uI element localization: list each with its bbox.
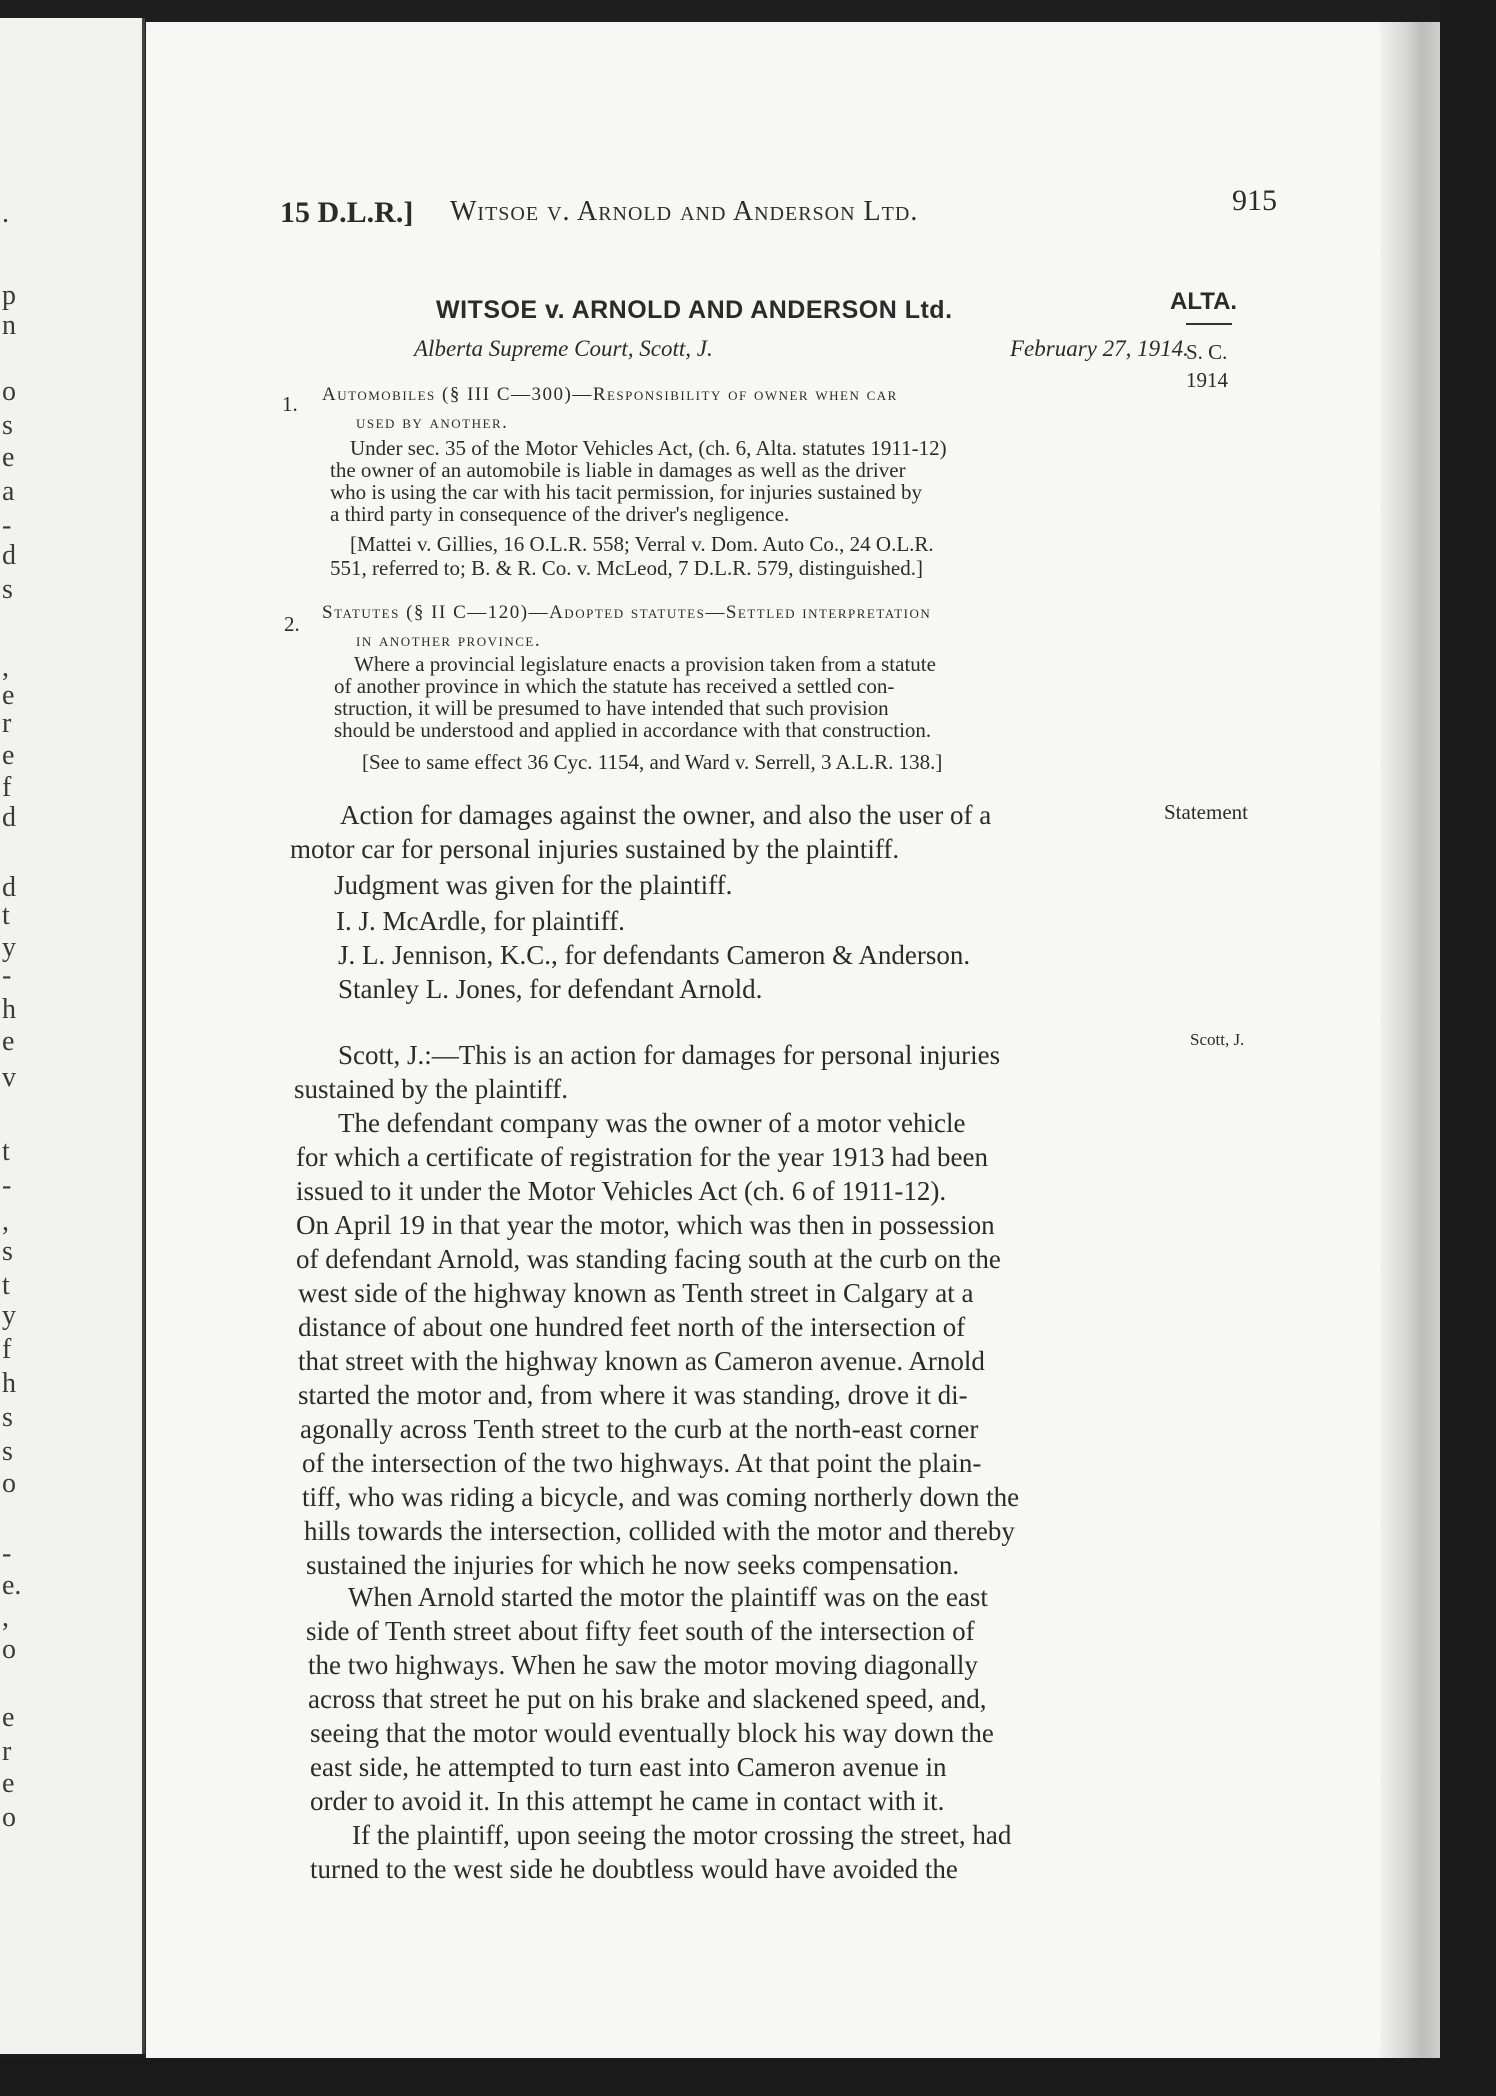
judgment-line: sustained the injuries for which he now seeks compensation. bbox=[306, 1550, 960, 1580]
left-page-fragment: s bbox=[2, 574, 13, 605]
headnote-1-ref-1: [Mattei v. Gillies, 16 O.L.R. 558; Verral v. Dom. Auto Co., 24 O.L.R. bbox=[350, 532, 934, 556]
counsel-line: I. J. McArdle, for plaintiff. bbox=[336, 906, 625, 936]
left-page-fragment: o bbox=[2, 1634, 16, 1665]
scan-border-right bbox=[1440, 0, 1496, 2096]
left-page-fragment: - bbox=[2, 1538, 12, 1569]
headnote-2-ref-1: [See to same effect 36 Cyc. 1154, and Ward v. Serrell, 3 A.L.R. 138.] bbox=[362, 750, 943, 774]
judgment-line: When Arnold started the motor the plaintiff was on the east bbox=[348, 1582, 988, 1612]
running-head-title: Witsoe v. Arnold and Anderson Ltd. bbox=[450, 196, 919, 227]
judgment-line: order to avoid it. In this attempt he came in contact with it. bbox=[310, 1786, 945, 1816]
left-page-fragment: , bbox=[2, 652, 9, 683]
left-page-fragment: p bbox=[2, 280, 16, 311]
judgment-line: The defendant company was the owner of a motor vehicle bbox=[338, 1108, 966, 1138]
statement-line: Action for damages against the owner, and also the user of a bbox=[340, 800, 992, 830]
left-page-fragment: e bbox=[2, 1768, 15, 1799]
left-page-fragment: e bbox=[2, 740, 15, 771]
left-page-fragment: s bbox=[2, 410, 13, 441]
headnote-2-text-4: should be understood and applied in accordance with that construction. bbox=[334, 718, 932, 742]
left-page-fragment: v bbox=[2, 1062, 16, 1093]
left-page-fragment: a bbox=[2, 476, 15, 507]
margin-province: ALTA. bbox=[1170, 288, 1238, 315]
left-page-fragment: y bbox=[2, 1300, 16, 1331]
judgment-line: issued to it under the Motor Vehicles Act (ch. 6 of 1911-12). bbox=[296, 1176, 947, 1206]
page-number: 915 bbox=[1232, 184, 1277, 217]
left-page-fragment: h bbox=[2, 1368, 16, 1399]
judgment-line: hills towards the intersection, collided with the motor and thereby bbox=[304, 1516, 1015, 1546]
judgment-line: tiff, who was riding a bicycle, and was coming northerly down the bbox=[302, 1482, 1020, 1512]
judgment-line: across that street he put on his brake and slackened speed, and, bbox=[308, 1684, 987, 1714]
left-page-fragment: , bbox=[2, 1206, 9, 1237]
left-page-fragment: s bbox=[2, 1236, 13, 1267]
statement-line: Judgment was given for the plaintiff. bbox=[334, 870, 733, 900]
scan-border-bottom bbox=[0, 2058, 1496, 2096]
left-page-fragment: o bbox=[2, 1468, 16, 1499]
judgment-line: that street with the highway known as Cameron avenue. Arnold bbox=[298, 1346, 985, 1376]
left-page-fragment: n bbox=[2, 310, 16, 341]
left-page-fragment: r bbox=[2, 1736, 12, 1767]
headnote-1-ref-2: 551, referred to; B. & R. Co. v. McLeod, 7 D.L.R. 579, distinguished.] bbox=[330, 556, 923, 580]
judgment-line: seeing that the motor would eventually block his way down the bbox=[310, 1718, 994, 1748]
left-facing-page bbox=[0, 18, 145, 2054]
headnote-1-number: 1. bbox=[282, 392, 298, 416]
left-page-fragment: e bbox=[2, 680, 15, 711]
left-page-fragment: e bbox=[2, 1702, 15, 1733]
left-page-fragment: t bbox=[2, 1136, 10, 1167]
headnote-1-heading: Automobiles (§ III C—300)—Responsibility of owner when car bbox=[322, 384, 898, 405]
left-page-fragment: s bbox=[2, 1436, 13, 1467]
left-page-fragment: d bbox=[2, 802, 16, 833]
left-page-fragment: y bbox=[2, 932, 16, 963]
court-line: Alberta Supreme Court, Scott, J. bbox=[414, 336, 713, 361]
counsel-line: J. L. Jennison, K.C., for defendants Cameron & Anderson. bbox=[338, 940, 971, 970]
judgment-line: of the intersection of the two highways. At that point the plain- bbox=[302, 1448, 982, 1478]
judgment-line: turned to the west side he doubtless would have avoided the bbox=[310, 1854, 958, 1884]
statement-line: motor car for personal injuries sustained by the plaintiff. bbox=[290, 834, 900, 864]
judgment-line: the two highways. When he saw the motor moving diagonally bbox=[308, 1650, 978, 1680]
headnote-1-text-3: who is using the car with his tacit permission, for injuries sustained by bbox=[330, 480, 922, 504]
left-page-fragment: , bbox=[2, 1602, 9, 1633]
headnote-2-text-1: Where a provincial legislature enacts a provision taken from a statute bbox=[354, 652, 936, 676]
judgment-line: Scott, J.:—This is an action for damages for personal injuries bbox=[338, 1040, 1001, 1070]
court-date-text: February 27, 1914. bbox=[1010, 336, 1189, 361]
judgment-line: started the motor and, from where it was standing, drove it di- bbox=[298, 1380, 968, 1410]
headnote-2-heading: Statutes (§ II C—120)—Adopted statutes—Settled interpretation bbox=[322, 602, 932, 623]
judgment-line: west side of the highway known as Tenth street in Calgary at a bbox=[298, 1278, 974, 1308]
left-page-fragment: r bbox=[2, 708, 12, 739]
judgment-line: If the plaintiff, upon seeing the motor crossing the street, had bbox=[352, 1820, 1012, 1850]
left-page-fragment: o bbox=[2, 1802, 16, 1833]
headnote-2-heading-cont: in another province. bbox=[356, 630, 542, 651]
left-page-fragment: e. bbox=[2, 1570, 22, 1601]
judgment-line: east side, he attempted to turn east into Cameron avenue in bbox=[310, 1752, 947, 1782]
left-page-fragment: o bbox=[2, 376, 16, 407]
headnote-1-text-1: Under sec. 35 of the Motor Vehicles Act, (ch. 6, Alta. statutes 1911-12) bbox=[350, 436, 947, 460]
left-page-fragment: e bbox=[2, 1026, 15, 1057]
margin-year: 1914 bbox=[1186, 368, 1228, 392]
left-page-fragment: - bbox=[2, 1170, 12, 1201]
left-page-fragment: d bbox=[2, 540, 16, 571]
left-page-fragment: s bbox=[2, 1402, 13, 1433]
judgment-line: On April 19 in that year the motor, which was then in possession bbox=[296, 1210, 995, 1240]
left-page-fragment: f bbox=[2, 1334, 12, 1365]
headnote-2-text-3: struction, it will be presumed to have intended that such provision bbox=[334, 696, 889, 720]
headnote-2-text-2: of another province in which the statute has received a settled con- bbox=[334, 674, 895, 698]
margin-statement: Statement bbox=[1164, 800, 1248, 824]
headnote-1-text-2: the owner of an automobile is liable in damages as well as the driver bbox=[330, 458, 906, 482]
left-page-fragment: e bbox=[2, 442, 15, 473]
left-page-fragment: - bbox=[2, 960, 12, 991]
judgment-line: agonally across Tenth street to the curb at the north-east corner bbox=[300, 1414, 979, 1444]
judgment-line: side of Tenth street about fifty feet south of the intersection of bbox=[306, 1616, 975, 1646]
left-page-fragment: f bbox=[2, 772, 12, 803]
headnote-1-text-4: a third party in consequence of the driver's negligence. bbox=[330, 502, 790, 526]
left-page-fragment: - bbox=[2, 510, 12, 541]
judgment-line: for which a certificate of registration for the year 1913 had been bbox=[296, 1142, 988, 1172]
running-head-volume: 15 D.L.R.] bbox=[280, 196, 414, 229]
left-page-fragment: t bbox=[2, 1270, 10, 1301]
page-edge-shadow bbox=[1380, 22, 1440, 2058]
margin-rule bbox=[1186, 323, 1232, 325]
counsel-line: Stanley L. Jones, for defendant Arnold. bbox=[338, 974, 763, 1004]
judgment-line: distance of about one hundred feet north of the intersection of bbox=[298, 1312, 966, 1342]
left-page-fragment: t bbox=[2, 900, 10, 931]
court-date bbox=[1010, 336, 1189, 362]
left-page-fragment: h bbox=[2, 994, 16, 1025]
margin-court: S. C. bbox=[1186, 340, 1228, 364]
left-page-fragment: d bbox=[2, 872, 16, 903]
margin-judge: Scott, J. bbox=[1190, 1030, 1245, 1049]
left-page-fragment: . bbox=[2, 198, 9, 229]
judgment-line: of defendant Arnold, was standing facing south at the curb on the bbox=[296, 1244, 1001, 1274]
judgment-line: sustained by the plaintiff. bbox=[294, 1074, 568, 1104]
case-title: WITSOE v. ARNOLD AND ANDERSON Ltd. bbox=[436, 296, 953, 324]
headnote-1-heading-cont: used by another. bbox=[356, 412, 509, 433]
headnote-2-number: 2. bbox=[284, 612, 300, 636]
